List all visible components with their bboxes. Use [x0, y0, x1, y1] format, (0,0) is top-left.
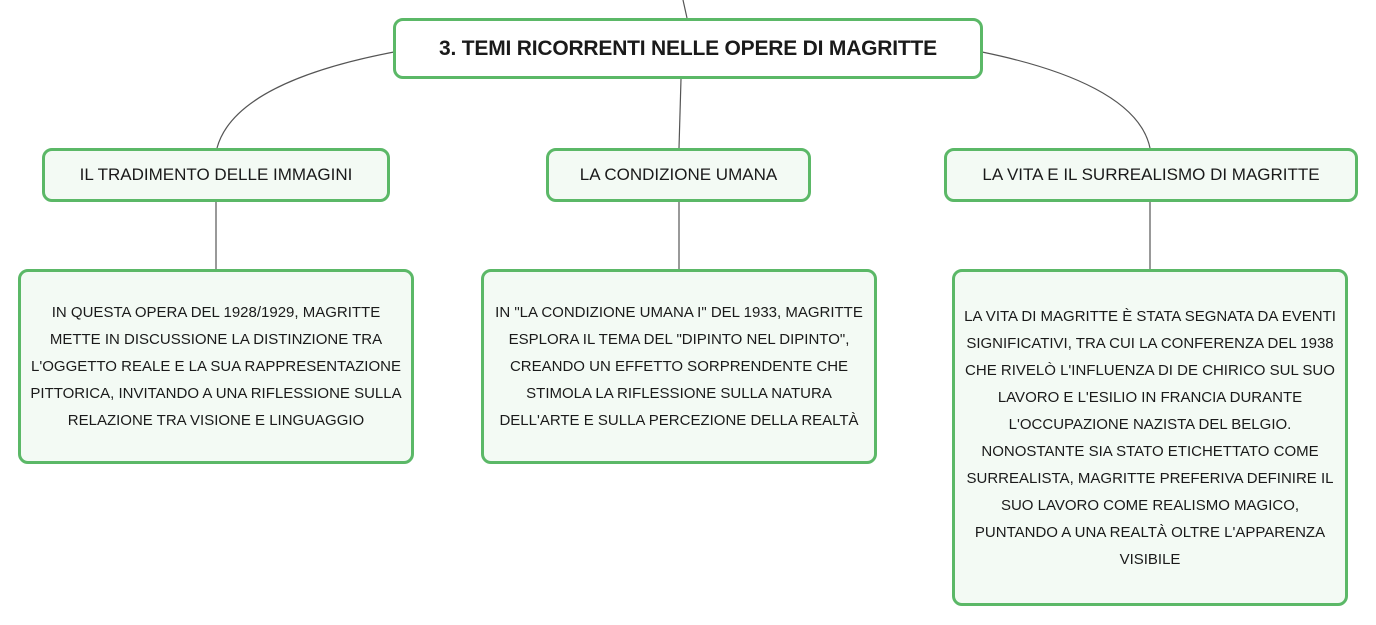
branch-label: LA VITA E IL SURREALISMO DI MAGRITTE	[982, 165, 1320, 184]
root-topic[interactable]	[393, 18, 983, 79]
connector-parent-to-root	[683, 0, 687, 18]
branch-condizione-umana[interactable]	[546, 148, 811, 202]
connector-root-to-branch-3	[982, 52, 1150, 148]
branch-label: LA CONDIZIONE UMANA	[579, 165, 778, 184]
detail-text: LA VITA DI MAGRITTE È STATA SEGNATA DA EVENTI SIGNIFICATIVI, TRA CUI LA CONFERENZA DEL 1938 CHE RIVELÒ L'INFLUENZA DI DE CHIRICO SUL SUO LAVORO E L'ESILIO IN FRANCIA DURANTE L'OCCUPAZIONE NAZISTA DEL BELGIO. NONOSTANTE SIA STATO ETICHETTATO COME SURREALISTA, MAGRITTE PREFERIVA DEFINIRE IL SUO LAVORO COME REALISMO MAGICO, PUNTANDO A UNA REALTÀ OLTRE L'APPARENZA VISIBILE	[964, 307, 1336, 568]
detail-vita-surrealismo[interactable]	[952, 269, 1348, 606]
detail-text: IN QUESTA OPERA DEL 1928/1929, MAGRITTE METTE IN DISCUSSIONE LA DISTINZIONE TRA L'OGGETTO REALE E LA SUA RAPPRESENTAZIONE PITTORICA, INVITANDO A UNA RIFLESSIONE SULLA RELAZIONE TRA VISIONE E LINGUAGGIO	[30, 304, 402, 429]
connector-root-to-branch-2	[679, 79, 681, 148]
detail-condizione-umana[interactable]	[481, 269, 877, 464]
root-topic-title: 3. TEMI RICORRENTI NELLE OPERE DI MAGRITTE	[439, 36, 937, 60]
detail-tradimento-immagini[interactable]	[18, 269, 414, 464]
detail-text: IN "LA CONDIZIONE UMANA I" DEL 1933, MAGRITTE ESPLORA IL TEMA DEL "DIPINTO NEL DIPINTO", CREANDO UN EFFETTO SORPRENDENTE CHE STIMOLA LA RIFLESSIONE SULLA NATURA DELL'ARTE E SULLA PERCEZIONE DELLA REALTÀ	[495, 304, 863, 429]
branch-vita-surrealismo[interactable]	[944, 148, 1358, 202]
branch-label: IL TRADIMENTO DELLE IMMAGINI	[79, 165, 353, 184]
connector-root-to-branch-1	[217, 52, 394, 148]
branch-tradimento-immagini[interactable]	[42, 148, 390, 202]
